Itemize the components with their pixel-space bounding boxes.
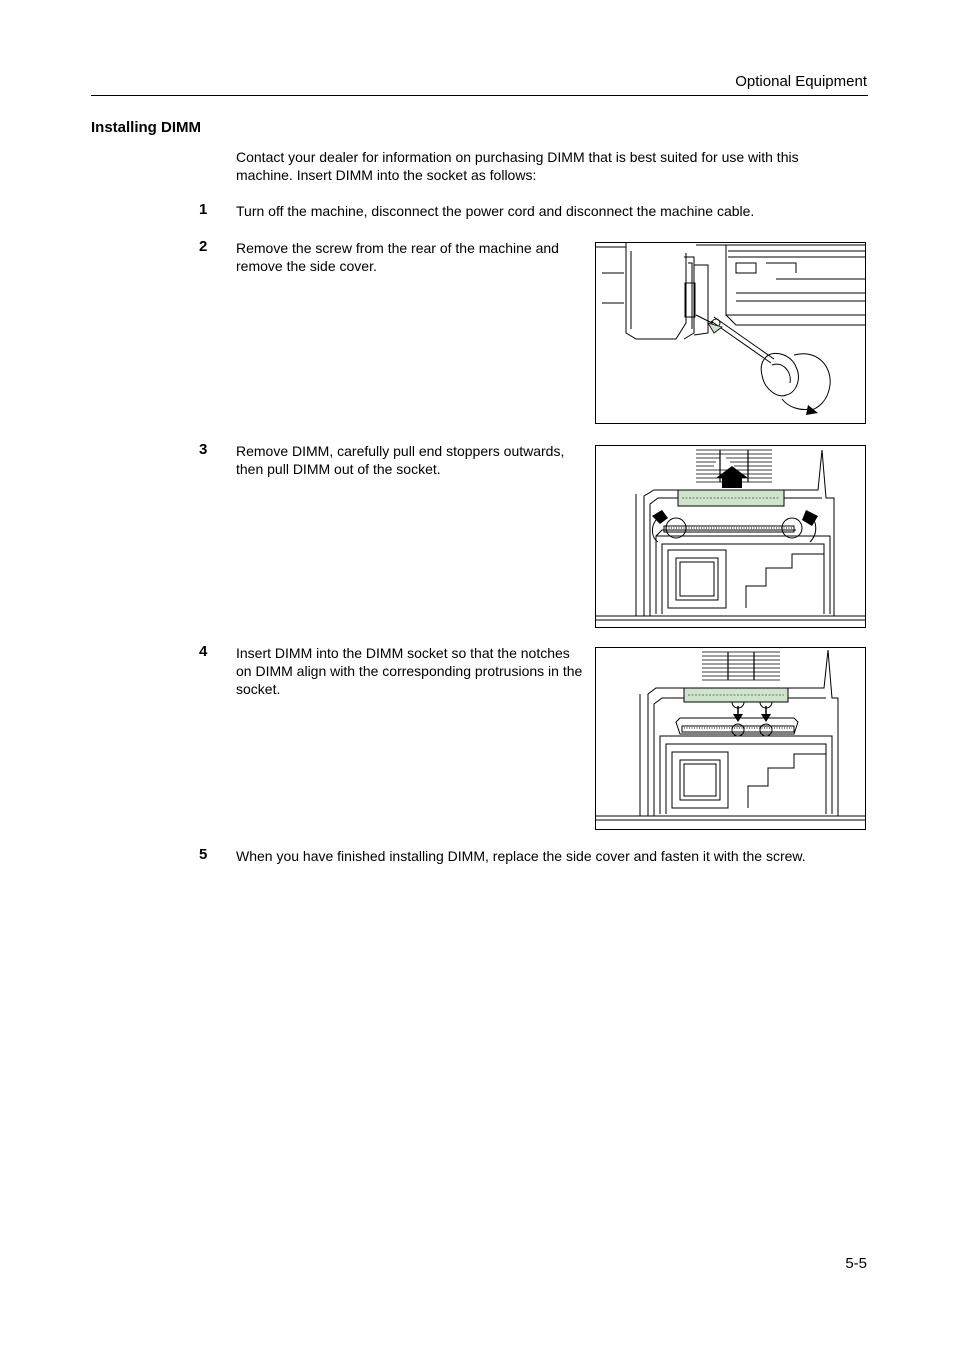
intro-paragraph: Contact your dealer for information on purchasing DIMM that is best suited for use with this machine. Insert DIMM into the socket as follows: (236, 149, 799, 183)
step-5-text: When you have finished installing DIMM, replace the side cover and fasten it with the screw. (236, 848, 806, 864)
step-1-text: Turn off the machine, disconnect the power cord and disconnect the machine cable. (236, 203, 755, 219)
step-4-number: 4 (199, 643, 208, 660)
step-2-number: 2 (199, 238, 208, 255)
dimm-insertion-illustration (596, 648, 865, 828)
step-3-text: Remove DIMM, carefully pull end stoppers outwards, then pull DIMM out of the socket. (236, 443, 565, 477)
step-1-number: 1 (199, 201, 208, 218)
figure-insert-dimm (595, 647, 866, 830)
figure-remove-dimm (595, 445, 866, 628)
step-4-text: Insert DIMM into the DIMM socket so that the notches on DIMM align with the corresponding protrusions in the socket. (236, 645, 583, 697)
dimm-removal-illustration (596, 446, 865, 626)
step-2-text: Remove the screw from the rear of the machine and remove the side cover. (236, 240, 559, 274)
section-title: Installing DIMM (91, 119, 201, 136)
header-rule (91, 95, 868, 96)
figure-remove-screw (595, 242, 866, 424)
screwdriver-illustration (596, 243, 865, 422)
page-number: 5-5 (845, 1255, 867, 1272)
step-3-number: 3 (199, 441, 208, 458)
step-5-number: 5 (199, 846, 208, 863)
header-title: Optional Equipment (735, 73, 867, 90)
